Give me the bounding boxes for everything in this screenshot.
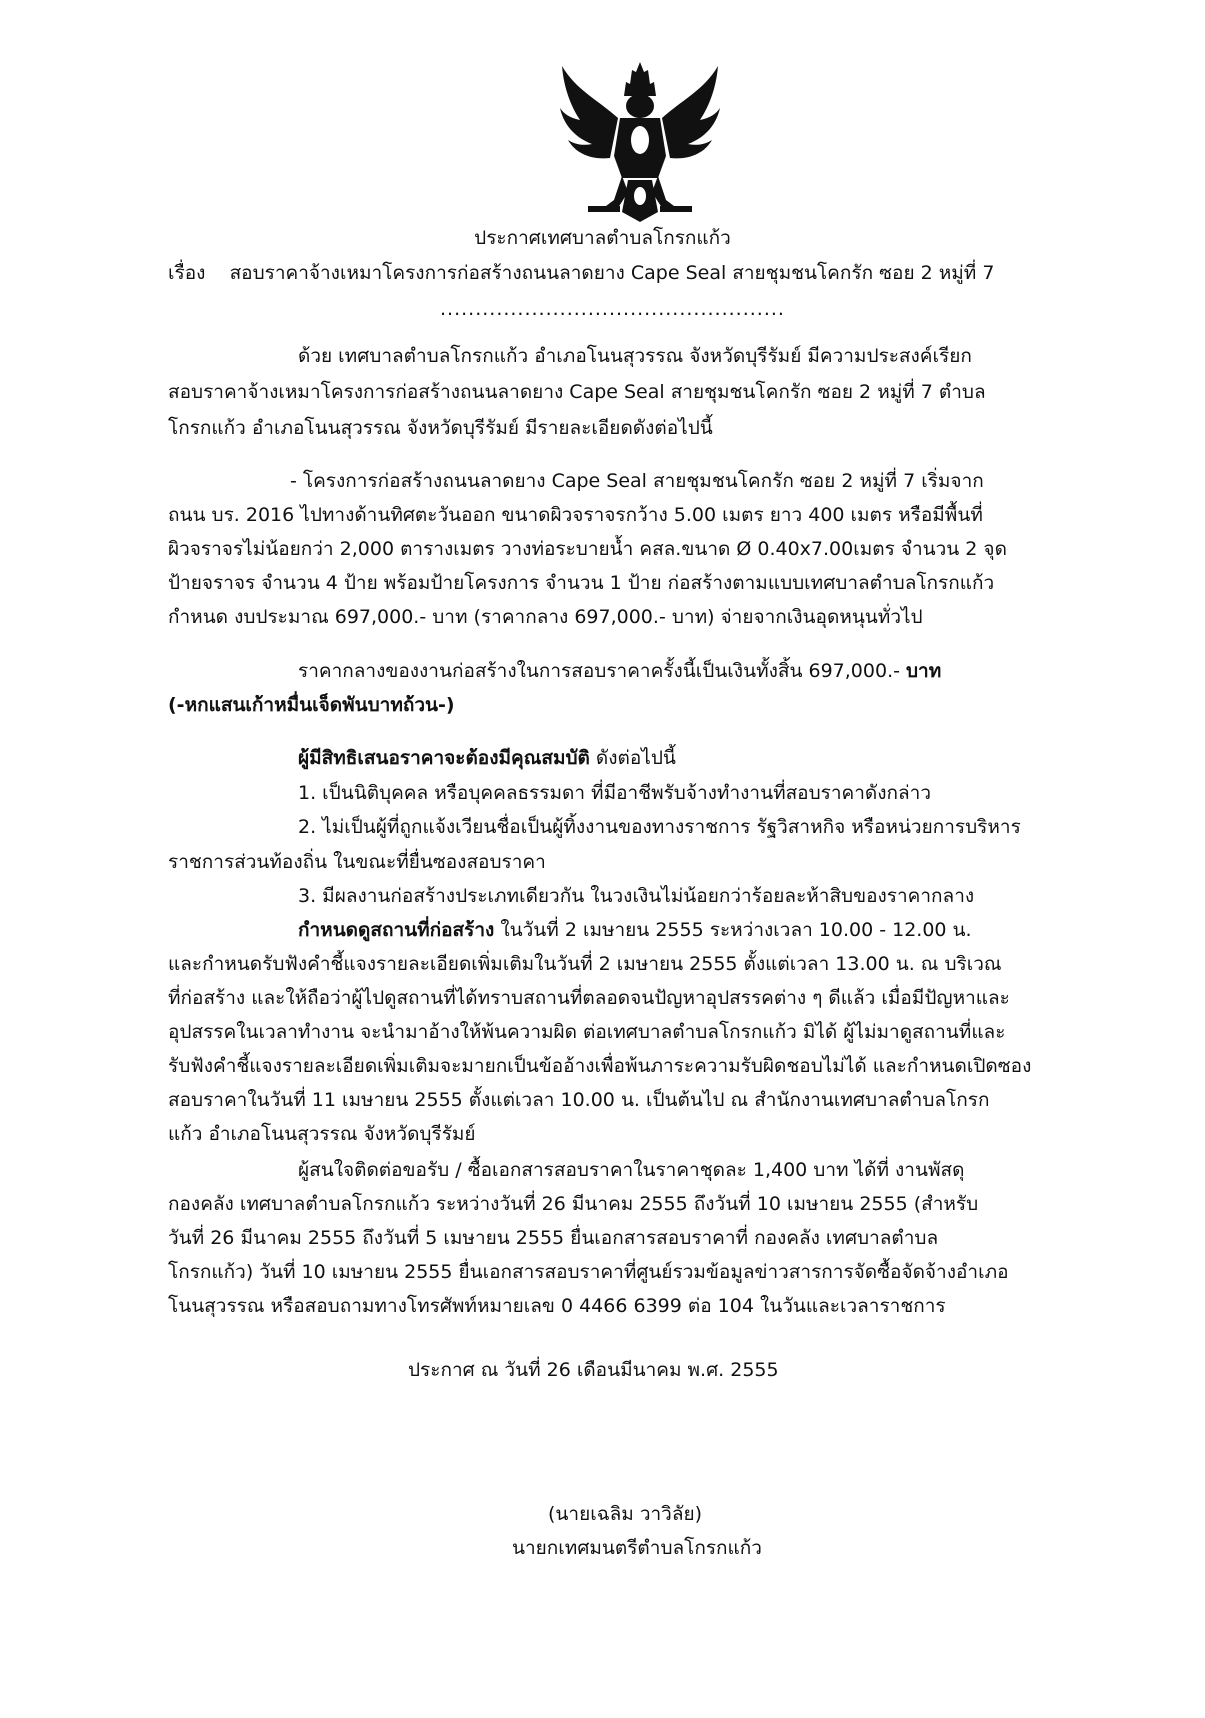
qualifications-heading-suffix: ดังต่อไปนี้ bbox=[589, 747, 676, 769]
site-visit-line bbox=[298, 915, 972, 945]
subject-label: เรื่อง bbox=[168, 262, 206, 284]
qualifications-heading: ผู้มีสิทธิเสนอราคาจะต้องมีคุณสมบัติ bbox=[298, 747, 590, 769]
site-visit-line: สอบราคาในวันที่ 11 เมษายน 2555 ตั้งแต่เวลา 10.00 น. เป็นต้นไป ณ สำนักงานเทศบาลตำบลโกรก bbox=[168, 1089, 990, 1111]
reference-price-unit: บาท bbox=[906, 660, 942, 682]
site-visit-heading: กำหนดดูสถานที่ก่อสร้าง bbox=[298, 919, 495, 941]
subject-text: สอบราคาจ้างเหมาโครงการก่อสร้างถนนลาดยาง Cape Seal สายชุมชนโคกรัก ซอย 2 หมู่ที่ 7 bbox=[229, 262, 995, 284]
site-visit-line: ที่ก่อสร้าง และให้ถือว่าผู้ไปดูสถานที่ได้ทราบสถานที่ตลอดจนปัญหาอุปสรรคต่าง ๆ ดีแล้ว เมื่อมีปัญหาและ bbox=[168, 987, 1010, 1009]
project-line: - โครงการก่อสร้างถนนลาดยาง Cape Seal สายชุมชนโคกรัก ซอย 2 หมู่ที่ 7 เริ่มจาก bbox=[290, 470, 984, 492]
project-line: ป้ายจราจร จำนวน 4 ป้าย พร้อมป้ายโครงการ จำนวน 1 ป้าย ก่อสร้างตามแบบเทศบาลตำบลโกรกแก้ว bbox=[168, 572, 995, 594]
qualification-item: 3. มีผลงานก่อสร้างประเภทเดียวกัน ในวงเงินไม่น้อยกว่าร้อยละห้าสิบของราคากลาง bbox=[298, 885, 975, 907]
site-visit-line: และกำหนดรับฟังคำชี้แจงรายละเอียดเพิ่มเติมในวันที่ 2 เมษายน 2555 ตั้งแต่เวลา 13.00 น. ณ บริเวณ bbox=[168, 953, 1002, 975]
signatory-name: (นายเฉลิม วาวิลัย) bbox=[548, 1503, 703, 1525]
site-visit-line: อุปสรรคในเวลาทำงาน จะนำมาอ้างให้พ้นความผิด ต่อเทศบาลตำบลโกรกแก้ว มิได้ ผู้ไม่มาดูสถานที่และ bbox=[168, 1021, 1006, 1043]
qualification-item: ราชการส่วนท้องถิ่น ในขณะที่ยื่นซองสอบราคา bbox=[168, 851, 546, 873]
garuda-emblem-icon bbox=[558, 60, 723, 225]
qualifications-heading-line bbox=[298, 743, 676, 773]
announcement-title: ประกาศเทศบาลตำบลโกรกแก้ว bbox=[474, 227, 731, 249]
contact-line: กองคลัง เทศบาลตำบลโกรกแก้ว ระหว่างวันที่ 26 มีนาคม 2555 ถึงวันที่ 10 เมษายน 2555 (สำหรับ bbox=[168, 1193, 979, 1215]
reference-price-words: (-หกแสนเก้าหมื่นเจ็ดพันบาทถ้วน-) bbox=[168, 694, 455, 716]
divider: ................................................. bbox=[440, 298, 785, 320]
contact-line: โกรกแก้ว) วันที่ 10 เมษายน 2555 ยื่นเอกสารสอบราคาที่ศูนย์รวมข้อมูลข่าวสารการจัดซื้อจัดจ้างอำเภอ bbox=[168, 1261, 1009, 1283]
project-line: ถนน บร. 2016 ไปทางด้านทิศตะวันออก ขนาดผิวจราจรกว้าง 5.00 เมตร ยาว 400 เมตร หรือมีพื้นที่ bbox=[168, 504, 983, 526]
site-visit-text: ในวันที่ 2 เมษายน 2555 ระหว่างเวลา 10.00 - 12.00 น. bbox=[494, 919, 972, 941]
project-line: ผิวจราจรไม่น้อยกว่า 2,000 ตารางเมตร วางท่อระบายน้ำ คสล.ขนาด Ø 0.40x7.00เมตร จำนวน 2 จุด bbox=[168, 538, 1007, 560]
intro-line: สอบราคาจ้างเหมาโครงการก่อสร้างถนนลาดยาง Cape Seal สายชุมชนโคกรัก ซอย 2 หมู่ที่ 7 ตำบล bbox=[168, 381, 986, 403]
site-visit-line: แก้ว อำเภอโนนสุวรรณ จังหวัดบุรีรัมย์ bbox=[168, 1123, 476, 1145]
qualification-item: 2. ไม่เป็นผู้ที่ถูกแจ้งเวียนชื่อเป็นผู้ทิ้งงานของทางราชการ รัฐวิสาหกิจ หรือหน่วยการบริหาร bbox=[298, 816, 1021, 838]
signatory-position: นายกเทศมนตรีตำบลโกรกแก้ว bbox=[512, 1537, 762, 1559]
site-visit-line: รับฟังคำชี้แจงรายละเอียดเพิ่มเติมจะมายกเป็นข้ออ้างเพื่อพ้นภาระความรับผิดชอบไม่ได้ และกำหนดเปิดซอง bbox=[168, 1055, 1032, 1077]
intro-line: โกรกแก้ว อำเภอโนนสุวรรณ จังหวัดบุรีรัมย์ มีรายละเอียดดังต่อไปนี้ bbox=[168, 417, 713, 439]
contact-line: โนนสุวรรณ หรือสอบถามทางโทรศัพท์หมายเลข 0 4466 6399 ต่อ 104 ในวันและเวลาราชการ bbox=[168, 1295, 946, 1317]
qualification-item: 1. เป็นนิติบุคคล หรือบุคคลธรรมดา ที่มีอาชีพรับจ้างทำงานที่สอบราคาดังกล่าว bbox=[298, 782, 932, 804]
reference-price-line bbox=[298, 656, 941, 686]
intro-line: ด้วย เทศบาลตำบลโกรกแก้ว อำเภอโนนสุวรรณ จังหวัดบุรีรัมย์ มีความประสงค์เรียก bbox=[298, 345, 972, 367]
announcement-date: ประกาศ ณ วันที่ 26 เดือนมีนาคม พ.ศ. 2555 bbox=[408, 1359, 779, 1381]
project-line: กำหนด งบประมาณ 697,000.- บาท (ราคากลาง 697,000.- บาท) จ่ายจากเงินอุดหนุนทั่วไป bbox=[168, 606, 923, 628]
subject-line bbox=[168, 258, 994, 288]
reference-price-text: ราคากลางของงานก่อสร้างในการสอบราคาครั้งนี้เป็นเงินทั้งสิ้น 697,000.- bbox=[298, 660, 906, 682]
contact-line: วันที่ 26 มีนาคม 2555 ถึงวันที่ 5 เมษายน 2555 ยื่นเอกสารสอบราคาที่ กองคลัง เทศบาลตำบล bbox=[168, 1227, 939, 1249]
contact-line: ผู้สนใจติดต่อขอรับ / ซื้อเอกสารสอบราคาในราคาชุดละ 1,400 บาท ได้ที่ งานพัสดุ bbox=[298, 1159, 965, 1181]
